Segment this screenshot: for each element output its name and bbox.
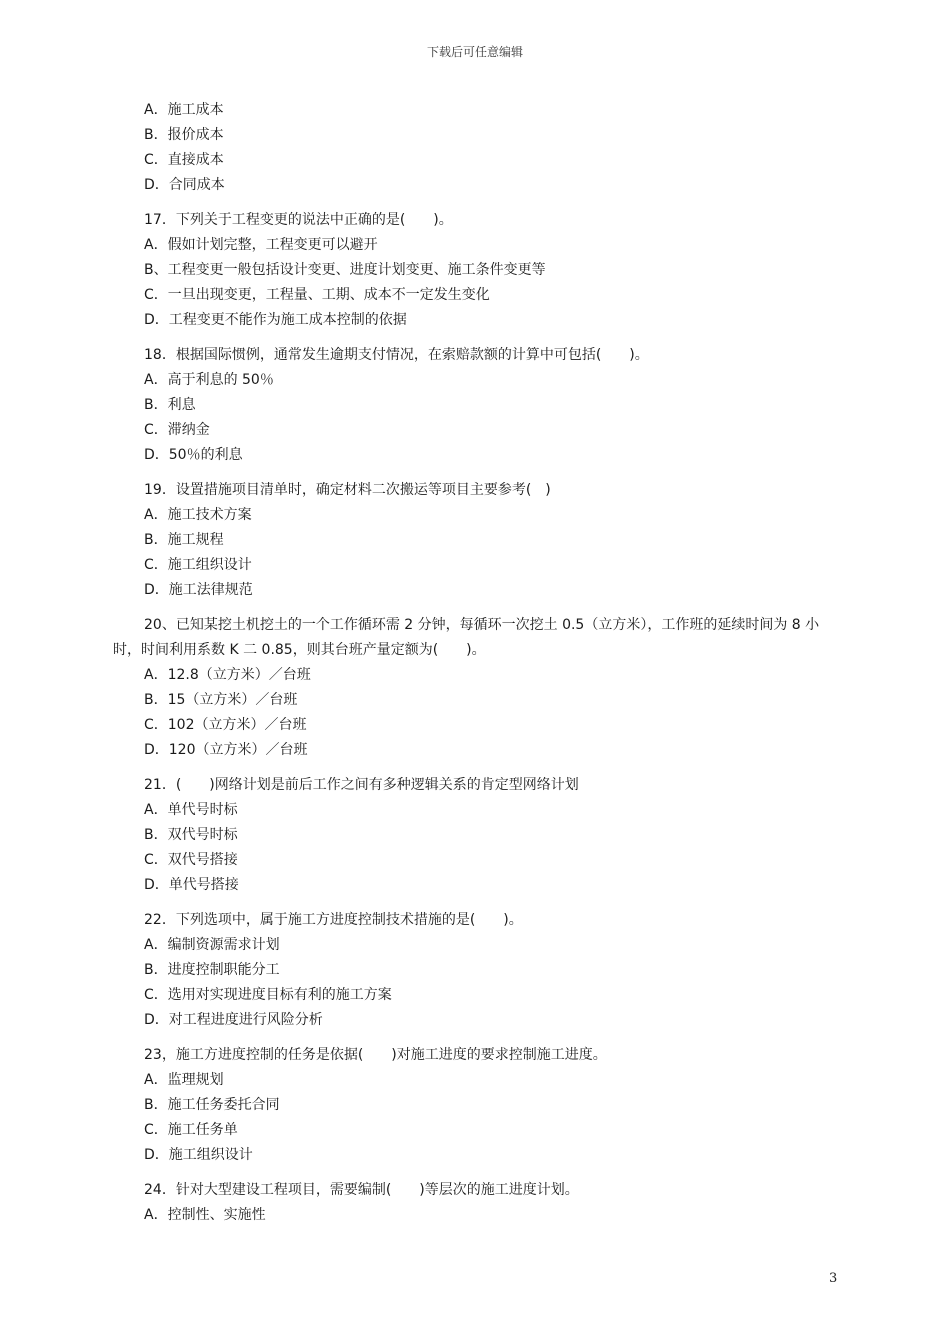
question-18 [113,343,837,468]
option: A．施工技术方案 [144,507,252,523]
option: C．选用对实现进度目标有利的施工方案 [144,987,392,1003]
option: C．直接成本 [144,152,224,168]
question-19 [113,478,837,603]
question-stem: 24．针对大型建设工程项目，需要编制( )等层次的施工进度计划。 [144,1182,579,1198]
option: D．合同成本 [144,177,225,193]
option: D．50％的利息 [144,447,243,463]
question-21 [113,773,837,898]
option: B．报价成本 [144,127,224,143]
option: B．双代号时标 [144,827,238,843]
option: B．利息 [144,397,196,413]
page-number: 3 [829,1271,838,1286]
option: C．一旦出现变更，工程量、工期、成本不一定发生变化 [144,287,490,303]
option: A．12.8（立方米）／台班 [144,667,311,683]
page-header: 下载后可任意编辑 [426,45,523,59]
document-body [113,98,837,1238]
question-stem: 19．设置措施项目清单时，确定材料二次搬运等项目主要参考( ) [144,482,551,498]
option: B．施工任务委托合同 [144,1097,280,1113]
question-stem: 21．( )网络计划是前后工作之间有多种逻辑关系的肯定型网络计划 [144,777,579,793]
option: B、工程变更一般包括设计变更、进度计划变更、施工条件变更等 [144,262,546,278]
question-stem: 23，施工方进度控制的任务是依据( )对施工进度的要求控制施工进度。 [144,1047,607,1063]
option: D．工程变更不能作为施工成本控制的依据 [144,312,407,328]
option: C．滞纳金 [144,422,210,438]
option: D．对工程进度进行风险分析 [144,1012,323,1028]
option: C．施工任务单 [144,1122,238,1138]
option: A．单代号时标 [144,802,238,818]
option: A．假如计划完整，工程变更可以避开 [144,237,378,253]
question-22 [113,908,837,1033]
option: A．编制资源需求计划 [144,937,280,953]
option: B．15（立方米）／台班 [144,692,298,708]
question-24 [113,1178,837,1228]
question-stem: 20、已知某挖土机挖土的一个工作循环需 2 分钟，每循环一次挖土 0.5（立方米），工作班的延续时间为 8 小时，时间利用系数 K 二 0.85，则其台班产量定额为( )。 [113,617,820,658]
option: D．120（立方米）／台班 [144,742,308,758]
question-23 [113,1043,837,1168]
option: D．施工组织设计 [144,1147,253,1163]
option: D．施工法律规范 [144,582,253,598]
question-20 [113,613,837,763]
option: A．监理规划 [144,1072,224,1088]
question-stem: 17．下列关于工程变更的说法中正确的是( )。 [144,212,453,228]
option: A．施工成本 [144,102,224,118]
question-17 [113,208,837,333]
question-stem: 22．下列选项中，属于施工方进度控制技术措施的是( )。 [144,912,523,928]
option: B．施工规程 [144,532,224,548]
option: A．高于利息的 50％ [144,372,274,388]
option: C．施工组织设计 [144,557,252,573]
option: A．控制性、实施性 [144,1207,266,1223]
question-stem: 18．根据国际惯例，通常发生逾期支付情况，在索赔款额的计算中可包括( )。 [144,347,649,363]
option: D．单代号搭接 [144,877,239,893]
option: C．双代号搭接 [144,852,238,868]
option: C．102（立方米）／台班 [144,717,307,733]
option: B．进度控制职能分工 [144,962,280,978]
prev-question-options [113,98,837,198]
